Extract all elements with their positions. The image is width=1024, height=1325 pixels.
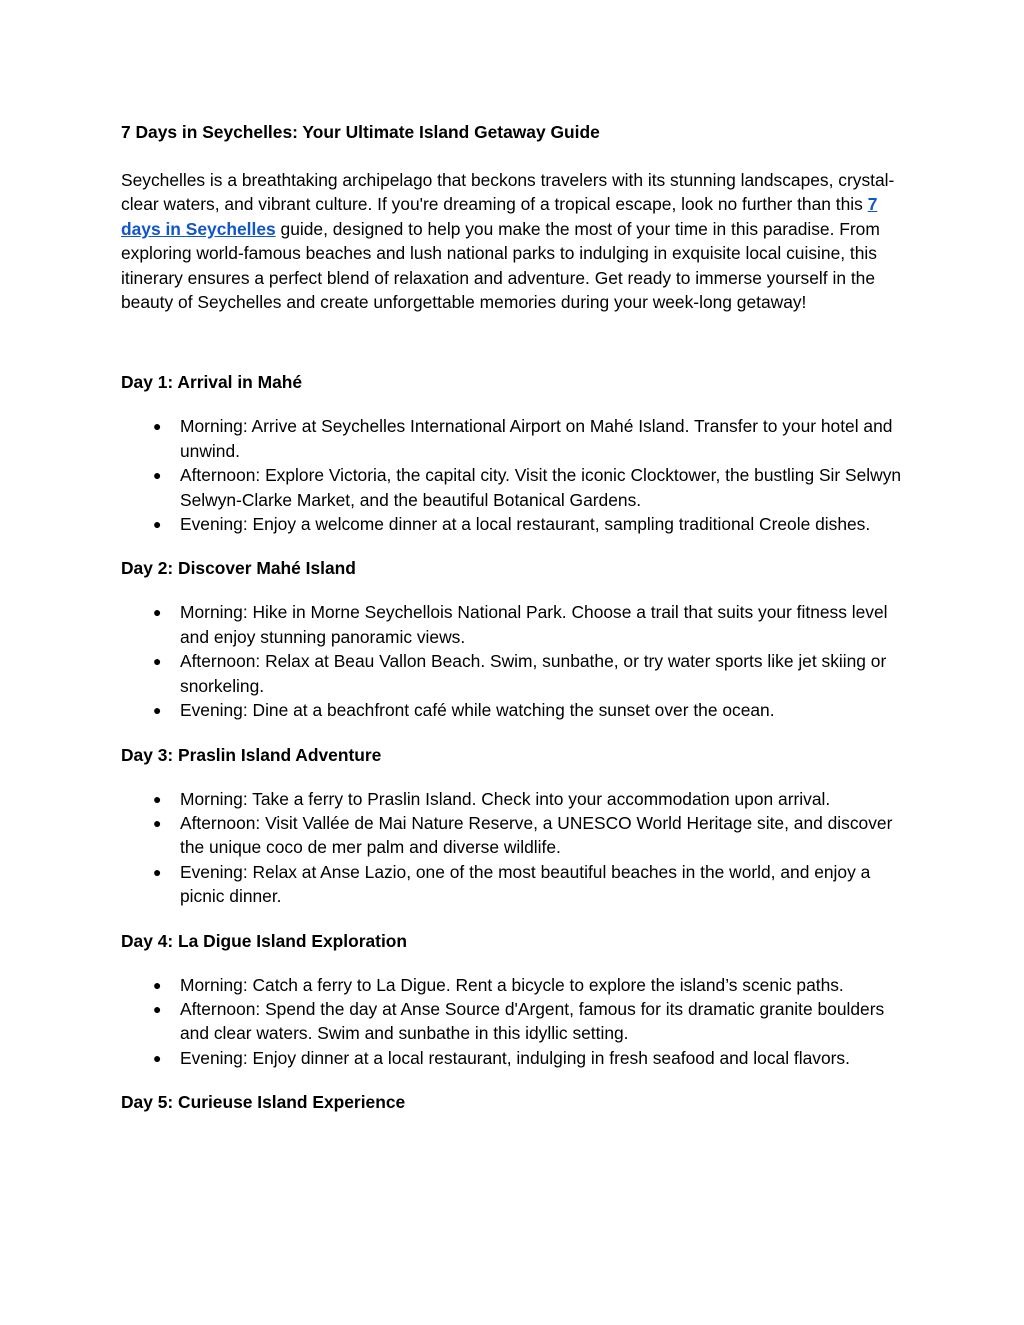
day-2-activity-list bbox=[121, 600, 911, 722]
seychelles-guide-link[interactable]: 7 days in Seychelles bbox=[121, 194, 878, 239]
list-item bbox=[121, 698, 911, 722]
day-1-activity-list bbox=[121, 414, 911, 536]
list-item-text: Afternoon: Relax at Beau Vallon Beach. Swim, sunbathe, or try water sports like jet skiing or snorkeling. bbox=[180, 651, 887, 696]
list-item bbox=[121, 414, 911, 463]
list-item-text: Evening: Relax at Anse Lazio, one of the most beautiful beaches in the world, and enjoy a picnic dinner. bbox=[180, 861, 871, 907]
day-3-heading: Day 3: Praslin Island Adventure bbox=[121, 744, 382, 765]
list-item-text: Morning: Catch a ferry to La Digue. Rent a bicycle to explore the island’s scenic paths. bbox=[180, 974, 844, 995]
list-item-text: Evening: Enjoy a welcome dinner at a local restaurant, sampling traditional Creole dishes. bbox=[180, 514, 871, 535]
list-item bbox=[121, 811, 911, 860]
list-item-text: Afternoon: Visit Vallée de Mai Nature Reserve, a UNESCO World Heritage site, and discover the unique coco de mer palm and diverse wildlife. bbox=[180, 812, 893, 858]
list-item-text: Morning: Hike in Morne Seychellois National Park. Choose a trail that suits your fitness level and enjoy stunning panoramic views. bbox=[180, 602, 888, 647]
list-item bbox=[121, 1046, 911, 1070]
list-item bbox=[121, 997, 911, 1046]
intro-text-before-link: Seychelles is a breathtaking archipelago that beckons travelers with its stunning landscapes, crystal-clear waters, and vibrant culture. If you're dreaming of a tropical escape, look no further than this bbox=[121, 170, 895, 215]
bullet-icon: ● bbox=[153, 1000, 162, 1017]
bullet-icon: ● bbox=[153, 976, 162, 993]
day-4-activity-list bbox=[121, 973, 911, 1071]
list-item bbox=[121, 860, 911, 909]
day-5-heading: Day 5: Curieuse Island Experience bbox=[121, 1092, 406, 1113]
list-item bbox=[121, 787, 911, 811]
list-item bbox=[121, 973, 911, 997]
list-item bbox=[121, 600, 911, 649]
intro-paragraph bbox=[121, 168, 906, 314]
bullet-icon: ● bbox=[153, 790, 162, 807]
day-3-activity-list bbox=[121, 787, 911, 909]
list-item-text: Afternoon: Spend the day at Anse Source d'Argent, famous for its dramatic granite boulders and clear waters. Swim and sunbathe in this idyllic setting. bbox=[180, 998, 885, 1044]
document-title: 7 Days in Seychelles: Your Ultimate Island Getaway Guide bbox=[121, 122, 600, 142]
bullet-icon: ● bbox=[153, 1049, 162, 1066]
list-item bbox=[121, 512, 911, 536]
day-2-heading: Day 2: Discover Mahé Island bbox=[121, 558, 356, 579]
list-item-text: Morning: Take a ferry to Praslin Island. Check into your accommodation upon arrival. bbox=[180, 788, 831, 809]
list-item-text: Afternoon: Explore Victoria, the capital city. Visit the iconic Clocktower, the bustling Sir Selwyn Selwyn-Clarke Market, and the beautiful Botanical Gardens. bbox=[180, 465, 902, 510]
bullet-icon: ● bbox=[153, 467, 162, 484]
list-item-text: Evening: Dine at a beachfront café while watching the sunset over the ocean. bbox=[180, 700, 775, 721]
day-1-heading: Day 1: Arrival in Mahé bbox=[121, 372, 303, 393]
bullet-icon: ● bbox=[153, 418, 162, 435]
bullet-icon: ● bbox=[153, 863, 162, 880]
day-4-heading: Day 4: La Digue Island Exploration bbox=[121, 930, 408, 951]
bullet-icon: ● bbox=[153, 702, 162, 719]
list-item bbox=[121, 463, 911, 512]
intro-text-after-link: guide, designed to help you make the most of your time in this paradise. From exploring world-famous beaches and lush national parks to indulging in exquisite local cuisine, this itinerary ensures a perfect blend of relaxation and adventure. Get ready to immerse yourself in the beauty of Seychelles and create unforgettable memories during your week-long getaway! bbox=[121, 218, 880, 313]
bullet-icon: ● bbox=[153, 604, 162, 621]
bullet-icon: ● bbox=[153, 814, 162, 831]
bullet-icon: ● bbox=[153, 516, 162, 533]
list-item bbox=[121, 649, 911, 698]
list-item-text: Morning: Arrive at Seychelles International Airport on Mahé Island. Transfer to your hotel and unwind. bbox=[180, 416, 893, 461]
list-item-text: Evening: Enjoy dinner at a local restaurant, indulging in fresh seafood and local flavors. bbox=[180, 1047, 850, 1068]
bullet-icon: ● bbox=[153, 653, 162, 670]
